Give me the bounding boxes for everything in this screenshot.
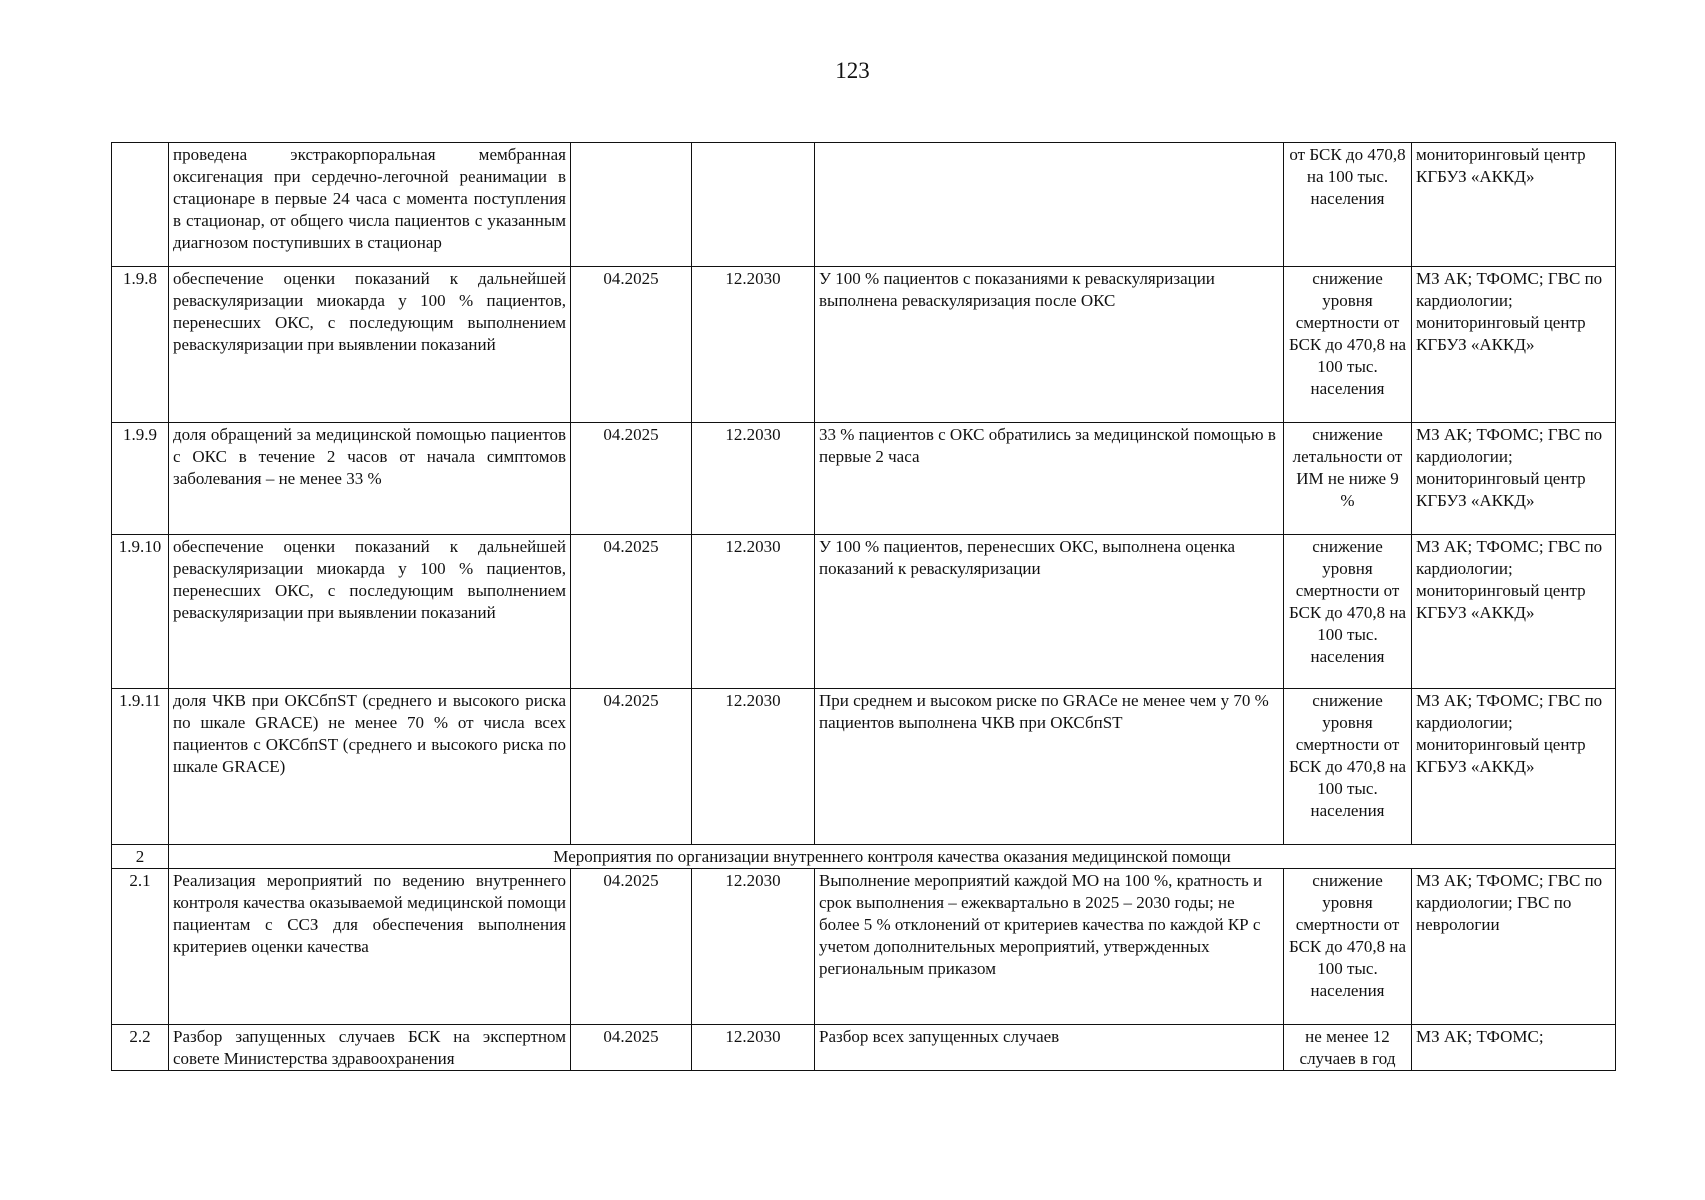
table-row [112, 1025, 1616, 1071]
responsible: МЗ АК; ТФОМС; ГВС по кардиологии; мониторинговый центр КГБУЗ «АККД» [1412, 267, 1616, 423]
start-date: 04.2025 [571, 535, 692, 689]
row-number [112, 143, 169, 267]
start-date [571, 143, 692, 267]
section-row [112, 845, 1616, 869]
end-date: 12.2030 [692, 1025, 815, 1071]
indicator: от БСК до 470,8 на 100 тыс. населения [1284, 143, 1412, 267]
table-row [112, 267, 1616, 423]
table-row [112, 689, 1616, 845]
expected-result [815, 143, 1284, 267]
end-date: 12.2030 [692, 535, 815, 689]
activity-description: Реализация мероприятий по ведению внутреннего контроля качества оказываемой медицинской помощи пациентам с ССЗ для обеспечения выполнения критериев оценки качества [169, 869, 571, 1025]
indicator: не менее 12 случаев в год [1284, 1025, 1412, 1071]
expected-result: При среднем и высоком риске по GRACe не менее чем у 70 % пациентов выполнена ЧКВ при ОКСбпST [815, 689, 1284, 845]
expected-result: У 100 % пациентов с показаниями к реваскуляризации выполнена реваскуляризация после ОКС [815, 267, 1284, 423]
table-row [112, 423, 1616, 535]
activity-description: доля обращений за медицинской помощью пациентов с ОКС в течение 2 часов от начала симптомов заболевания – не менее 33 % [169, 423, 571, 535]
start-date: 04.2025 [571, 267, 692, 423]
activity-description: проведена экстракорпоральная мембранная оксигенация при сердечно-легочной реанимации в стационаре в первые 24 часа с момента поступления в стационар, от общего числа пациентов с указанным диагнозом поступивших в стационар [169, 143, 571, 267]
table-row [112, 535, 1616, 689]
responsible: МЗ АК; ТФОМС; ГВС по кардиологии; ГВС по неврологии [1412, 869, 1616, 1025]
start-date: 04.2025 [571, 869, 692, 1025]
page-number: 123 [835, 58, 870, 83]
activity-description: обеспечение оценки показаний к дальнейшей реваскуляризации миокарда у 100 % пациентов, перенесших ОКС, с последующим выполнением реваскуляризации при выявлении показаний [169, 535, 571, 689]
start-date: 04.2025 [571, 1025, 692, 1071]
start-date: 04.2025 [571, 423, 692, 535]
indicator: снижение уровня смертности от БСК до 470,8 на 100 тыс. населения [1284, 869, 1412, 1025]
indicator: снижение уровня смертности от БСК до 470,8 на 100 тыс. населения [1284, 535, 1412, 689]
indicator: снижение летальности от ИМ не ниже 9 % [1284, 423, 1412, 535]
responsible: МЗ АК; ТФОМС; ГВС по кардиологии; мониторинговый центр КГБУЗ «АККД» [1412, 689, 1616, 845]
row-number: 2.1 [112, 869, 169, 1025]
expected-result: Разбор всех запущенных случаев [815, 1025, 1284, 1071]
expected-result: У 100 % пациентов, перенесших ОКС, выполнена оценка показаний к реваскуляризации [815, 535, 1284, 689]
row-number: 1.9.8 [112, 267, 169, 423]
activities-table [111, 142, 1616, 1071]
row-number: 1.9.11 [112, 689, 169, 845]
section-title: Мероприятия по организации внутреннего контроля качества оказания медицинской помощи [169, 845, 1616, 869]
end-date: 12.2030 [692, 869, 815, 1025]
end-date: 12.2030 [692, 689, 815, 845]
activity-description: доля ЧКВ при ОКСбпST (среднего и высокого риска по шкале GRACE) не менее 70 % от числа всех пациентов с ОКСбпST (среднего и высокого риска по шкале GRACE) [169, 689, 571, 845]
indicator: снижение уровня смертности от БСК до 470,8 на 100 тыс. населения [1284, 689, 1412, 845]
responsible: МЗ АК; ТФОМС; [1412, 1025, 1616, 1071]
row-number: 1.9.10 [112, 535, 169, 689]
expected-result: Выполнение мероприятий каждой МО на 100 %, кратность и срок выполнения – ежеквартально в 2025 – 2030 годы; не более 5 % отклонений от критериев качества по каждой КР с учетом дополнительных мероприятий, утвержденных региональным приказом [815, 869, 1284, 1025]
end-date: 12.2030 [692, 423, 815, 535]
activity-description: обеспечение оценки показаний к дальнейшей реваскуляризации миокарда у 100 % пациентов, перенесших ОКС, с последующим выполнением реваскуляризации при выявлении показаний [169, 267, 571, 423]
row-number: 2.2 [112, 1025, 169, 1071]
start-date: 04.2025 [571, 689, 692, 845]
responsible: МЗ АК; ТФОМС; ГВС по кардиологии; мониторинговый центр КГБУЗ «АККД» [1412, 423, 1616, 535]
table-row [112, 869, 1616, 1025]
end-date [692, 143, 815, 267]
section-number: 2 [112, 845, 169, 869]
table-row [112, 143, 1616, 267]
indicator: снижение уровня смертности от БСК до 470,8 на 100 тыс. населения [1284, 267, 1412, 423]
activity-description: Разбор запущенных случаев БСК на экспертном совете Министерства здравоохранения [169, 1025, 571, 1071]
row-number: 1.9.9 [112, 423, 169, 535]
end-date: 12.2030 [692, 267, 815, 423]
responsible: мониторинговый центр КГБУЗ «АККД» [1412, 143, 1616, 267]
expected-result: 33 % пациентов с ОКС обратились за медицинской помощью в первые 2 часа [815, 423, 1284, 535]
responsible: МЗ АК; ТФОМС; ГВС по кардиологии; мониторинговый центр КГБУЗ «АККД» [1412, 535, 1616, 689]
